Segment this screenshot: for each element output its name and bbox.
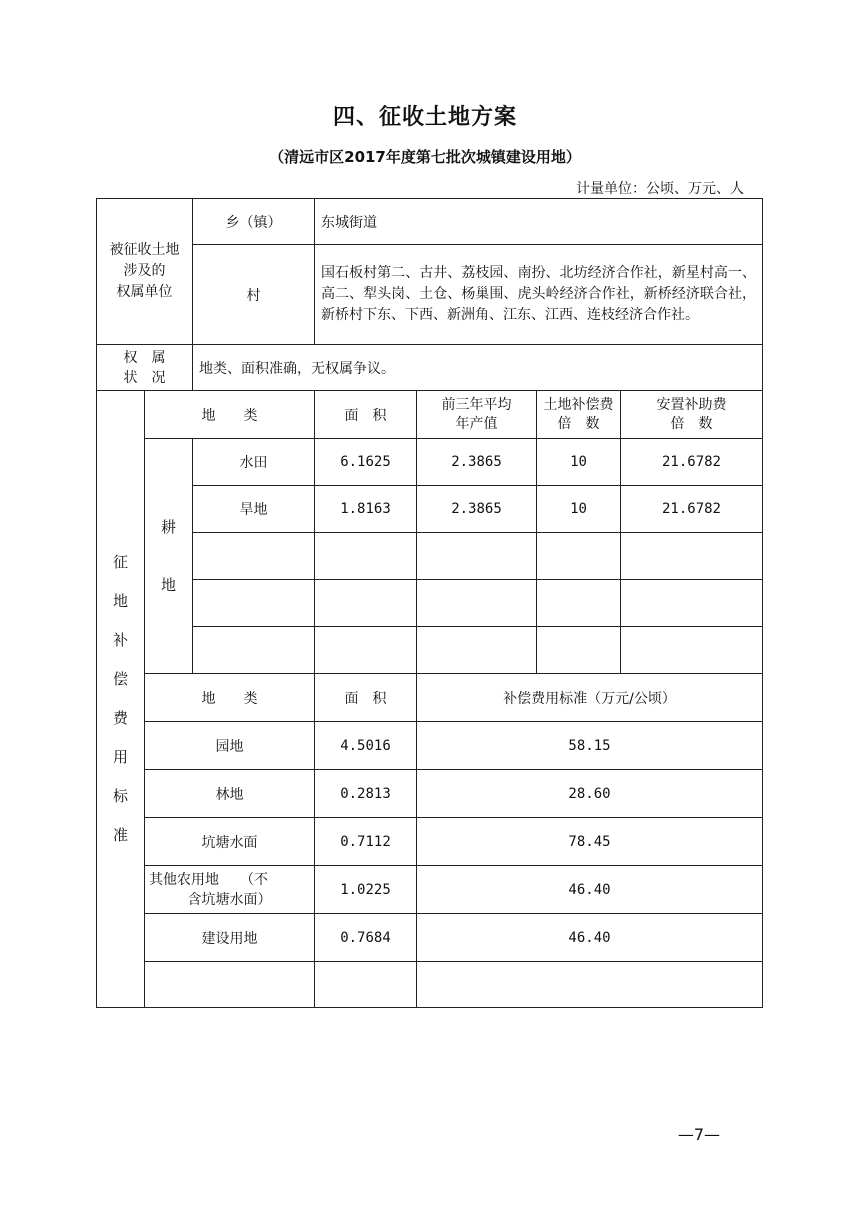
header2-land-type: 地 类 (145, 674, 315, 722)
farmland-resettle-multiple: 21.6782 (621, 486, 763, 533)
side-char: 费 (112, 709, 128, 727)
ownership-label-cell (97, 199, 193, 345)
land-area: 0.7684 (315, 914, 417, 962)
header-land-comp-line1: 土地补偿费 (543, 396, 614, 413)
page-number: —7— (677, 1125, 720, 1144)
side-char: 补 (112, 631, 128, 649)
table-row (97, 722, 763, 770)
land-standard: 46.40 (417, 914, 763, 962)
header-resettle-line2: 倍 数 (670, 415, 713, 432)
land-standard: 46.40 (417, 866, 763, 914)
farmland-char: 耕 (160, 518, 176, 536)
status-value: 地类、面积准确，无权属争议。 (193, 345, 763, 391)
empty-row (97, 962, 763, 1008)
status-label-cell (97, 345, 193, 391)
header-land-comp-line2: 倍 数 (557, 415, 600, 432)
table-row (97, 770, 763, 818)
land-area: 4.5016 (315, 722, 417, 770)
header-land-type: 地 类 (145, 391, 315, 439)
compensation-side-label (97, 391, 145, 1008)
header-resettle (621, 391, 763, 439)
ownership-label-line3: 权属单位 (116, 284, 173, 300)
header2-standard: 补偿费用标准（万元/公顷） (417, 674, 763, 722)
header-resettle-line1: 安置补助费 (656, 396, 727, 413)
header-area: 面 积 (315, 391, 417, 439)
village-label: 村 (193, 245, 315, 345)
farmland-type: 水田 (193, 439, 315, 486)
status-row (97, 345, 763, 391)
side-char: 准 (112, 826, 128, 844)
land-area: 1.0225 (315, 866, 417, 914)
side-char: 标 (112, 787, 128, 805)
table-row (97, 866, 763, 914)
land-type: 坑塘水面 (145, 818, 315, 866)
land-type: 建设用地 (145, 914, 315, 962)
ownership-label-line1: 被征收土地 (109, 242, 180, 258)
table-row (97, 818, 763, 866)
farmland-land-multiple: 10 (537, 486, 621, 533)
page-subtitle: （清远市区2017年度第七批次城镇建设用地） (269, 148, 581, 166)
land-expropriation-table (96, 198, 763, 1008)
land-type-line2: 含坑塘水面） (187, 891, 272, 908)
land-type-line1: 其他农用地 （不 (149, 871, 268, 888)
table-row (97, 914, 763, 962)
land-standard: 58.15 (417, 722, 763, 770)
land-type (145, 866, 315, 914)
farmland-label (145, 439, 193, 674)
farmland-area: 6.1625 (315, 439, 417, 486)
page-title: 四、征收土地方案 (332, 105, 517, 130)
side-char: 偿 (112, 670, 128, 688)
farmland-resettle-multiple: 21.6782 (621, 439, 763, 486)
land-standard: 28.60 (417, 770, 763, 818)
village-value: 国石板村第二、古井、荔枝园、南扮、北坊经济合作社，新星村高一、高二、犁头岗、土仓、杨巢围、虎头岭经济合作社，新桥经济联合社，新桥村下东、下西、新洲角、江东、江西、连枝经济合作社。 (315, 245, 763, 345)
village-row (97, 245, 763, 345)
header-avg-output-line1: 前三年平均 (441, 396, 512, 413)
land-standard: 78.45 (417, 818, 763, 866)
header-avg-output-line2: 年产值 (455, 415, 498, 432)
land-area: 0.7112 (315, 818, 417, 866)
farmland-avg-output: 2.3865 (417, 486, 537, 533)
side-char: 用 (112, 748, 128, 766)
side-char: 征 (112, 553, 128, 571)
table-row (97, 439, 763, 486)
land-type: 林地 (145, 770, 315, 818)
standard-header-row (97, 674, 763, 722)
table-row (97, 486, 763, 533)
land-area: 0.2813 (315, 770, 417, 818)
farmland-char: 地 (160, 576, 176, 594)
land-type: 园地 (145, 722, 315, 770)
farmland-type: 旱地 (193, 486, 315, 533)
side-char: 地 (112, 592, 128, 610)
farmland-avg-output: 2.3865 (417, 439, 537, 486)
status-label-line2: 状 况 (123, 369, 166, 386)
measurement-units: 计量单位：公顷、万元、人 (576, 181, 744, 197)
farmland-land-multiple: 10 (537, 439, 621, 486)
header-avg-output (417, 391, 537, 439)
header2-area: 面 积 (315, 674, 417, 722)
compensation-header-row (97, 391, 763, 439)
farmland-area: 1.8163 (315, 486, 417, 533)
town-row (97, 199, 763, 245)
empty-row (97, 627, 763, 674)
empty-row (97, 533, 763, 580)
town-label: 乡（镇） (193, 199, 315, 245)
ownership-label-line2: 涉及的 (123, 263, 166, 279)
empty-row (97, 580, 763, 627)
town-value: 东城街道 (315, 199, 763, 245)
status-label-line1: 权 属 (123, 349, 166, 366)
header-land-comp (537, 391, 621, 439)
